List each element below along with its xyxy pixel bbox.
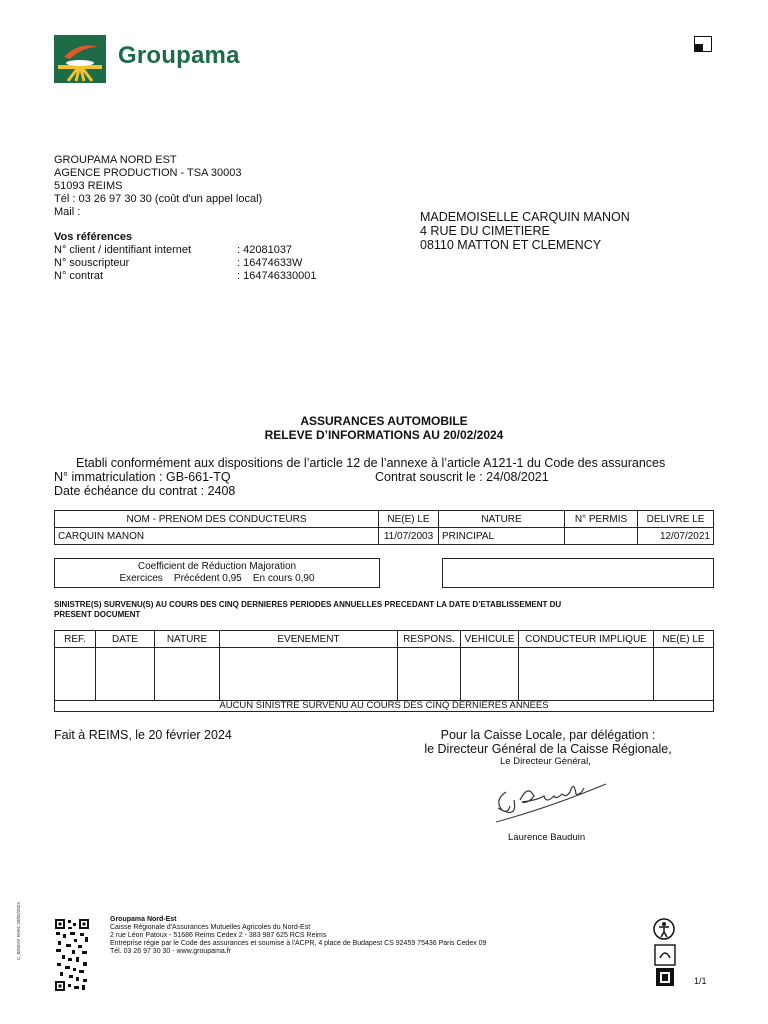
table-row [55,701,714,712]
document-title [0,414,768,442]
reference-label: N° client / identifiant internet [54,244,192,256]
table-cell [654,648,714,701]
sender-mail: Mail : [54,206,81,218]
footer-company: Groupama Nord-Est [110,916,177,923]
qr-code-icon [54,918,90,992]
table-cell: 12/07/2021 [638,528,714,545]
accessibility-icon [652,918,676,940]
delegation-line: le Directeur Général de la Caisse Régionale, [424,742,672,756]
sender-phone: Tél : 03 26 97 30 30 (coût d'un appel local) [54,193,263,205]
groupama-logo-icon [54,35,106,83]
sender-line: AGENCE PRODUCTION - TSA 30003 [54,167,242,179]
no-claims-note: AUCUN SINISTRE SURVENU AU COURS DES CINQ DERNIERES ANNEES [55,701,714,712]
footer-legal [110,916,486,956]
title-line: ASSURANCES AUTOMOBILE [300,414,468,428]
brand-name: Groupama [118,42,240,69]
table-cell [220,648,398,701]
delegation-line: Pour la Caisse Locale, par délégation : [440,728,656,742]
signature-image [458,770,618,830]
sinistres-heading [54,600,561,620]
table-cell [55,648,96,701]
date-echeance: Date échéance du contrat : 2408 [54,484,236,498]
immatriculation: N° immatriculation : GB-661-TQ [54,470,231,484]
side-code-wrapper [16,900,24,960]
title-line: RELEVE D’INFORMATIONS AU 20/02/2024 [264,428,504,442]
table-row [55,648,714,701]
sender-block [54,154,262,219]
sender-line: 51093 REIMS [54,180,123,192]
column-header: DATE [96,631,155,648]
table-cell [519,648,654,701]
delegation-text [400,728,696,756]
column-header: DELIVRE LE [638,511,714,528]
references-block [54,231,354,283]
reference-value: : 16474633W [237,257,303,269]
column-header: CONDUCTEUR IMPLIQUE [519,631,654,648]
recipient-line: 4 RUE DU CIMETIERE [420,224,550,238]
reference-row [54,257,354,270]
sinistres-heading-line: PRESENT DOCUMENT [54,610,141,619]
signature-name: Laurence Bauduin [508,832,586,843]
footer-line: Caisse Régionale d'Assurances Mutuelles Agricoles du Nord-Est [110,924,311,931]
reference-value: : 42081037 [237,244,293,256]
table-cell [155,648,220,701]
sinistres-heading-line: SINISTRE(S) SURVENU(S) AU COURS DES CINQ DERNIERES PERIODES ANNUELLES PRECEDANT LA DATE D’ETABLISSEMENT DU [54,600,562,609]
place-date: Fait à REIMS, le 20 février 2024 [54,728,232,742]
page-number: 1/1 [694,976,707,986]
recipient-address [420,210,630,252]
table-header-row [55,631,714,648]
sender-line: GROUPAMA NORD EST [54,154,177,166]
crm-values: Exercices Précédent 0,95 En cours 0,90 [119,573,315,584]
column-header: NATURE [155,631,220,648]
reference-value: : 164746330001 [237,270,317,282]
crm-title: Coefficient de Réduction Majoration [137,561,297,572]
recipient-line: MADEMOISELLE CARQUIN MANON [420,210,630,224]
contrat-souscrit: Contrat souscrit le : 24/08/2021 [375,470,549,484]
table-cell [565,528,638,545]
column-header: NE(E) LE [654,631,714,648]
column-header: NATURE [439,511,565,528]
recipient-line: 08110 MATTON ET CLEMENCY [420,238,602,252]
reference-row [54,244,354,257]
reference-label: N° contrat [54,270,104,282]
footer-line: Tél. 03 26 97 30 30 - www.groupama.fr [110,948,232,955]
footer-line: 2 rue Léon Patoux - 51686 Reims Cedex 2 - 383 987 625 RCS Reims [110,932,327,939]
reference-label: N° souscripteur [54,257,130,269]
column-header: NE(E) LE [379,511,439,528]
table-cell [398,648,461,701]
reference-row [54,270,354,283]
signature-title: Le Directeur Général, [500,756,591,767]
recycle-bin-icon [654,944,676,988]
sinistres-table [54,630,714,712]
column-header: N° PERMIS [565,511,638,528]
column-header: NOM - PRENOM DES CONDUCTEURS [55,511,379,528]
footer-line: Entreprise régie par le Code des assurances et soumise à l'ACPR, 4 place de Budapest CS 92459 75436 Paris Cedex 09 [110,940,487,947]
column-header: REF. [55,631,96,648]
table-row [55,528,714,545]
side-code: C_BISEAT RH01 20/02/2024 [16,902,21,960]
references-title: Vos références [54,231,133,243]
column-header: VEHICULE [461,631,519,648]
table-cell [96,648,155,701]
table-cell [461,648,519,701]
column-header: RESPONS. [398,631,461,648]
table-cell: PRINCIPAL [439,528,565,545]
empty-box [442,558,714,588]
table-cell: 11/07/2003 [379,528,439,545]
drivers-table [54,510,714,545]
table-cell: CARQUIN MANON [55,528,379,545]
page-corner-icon [694,36,712,52]
intro-legal: Etabli conformément aux dispositions de l’article 12 de l’annexe à l’article A121-1 du Code des assurances [76,456,666,470]
crm-box [54,558,380,588]
column-header: EVENEMENT [220,631,398,648]
table-header-row [55,511,714,528]
